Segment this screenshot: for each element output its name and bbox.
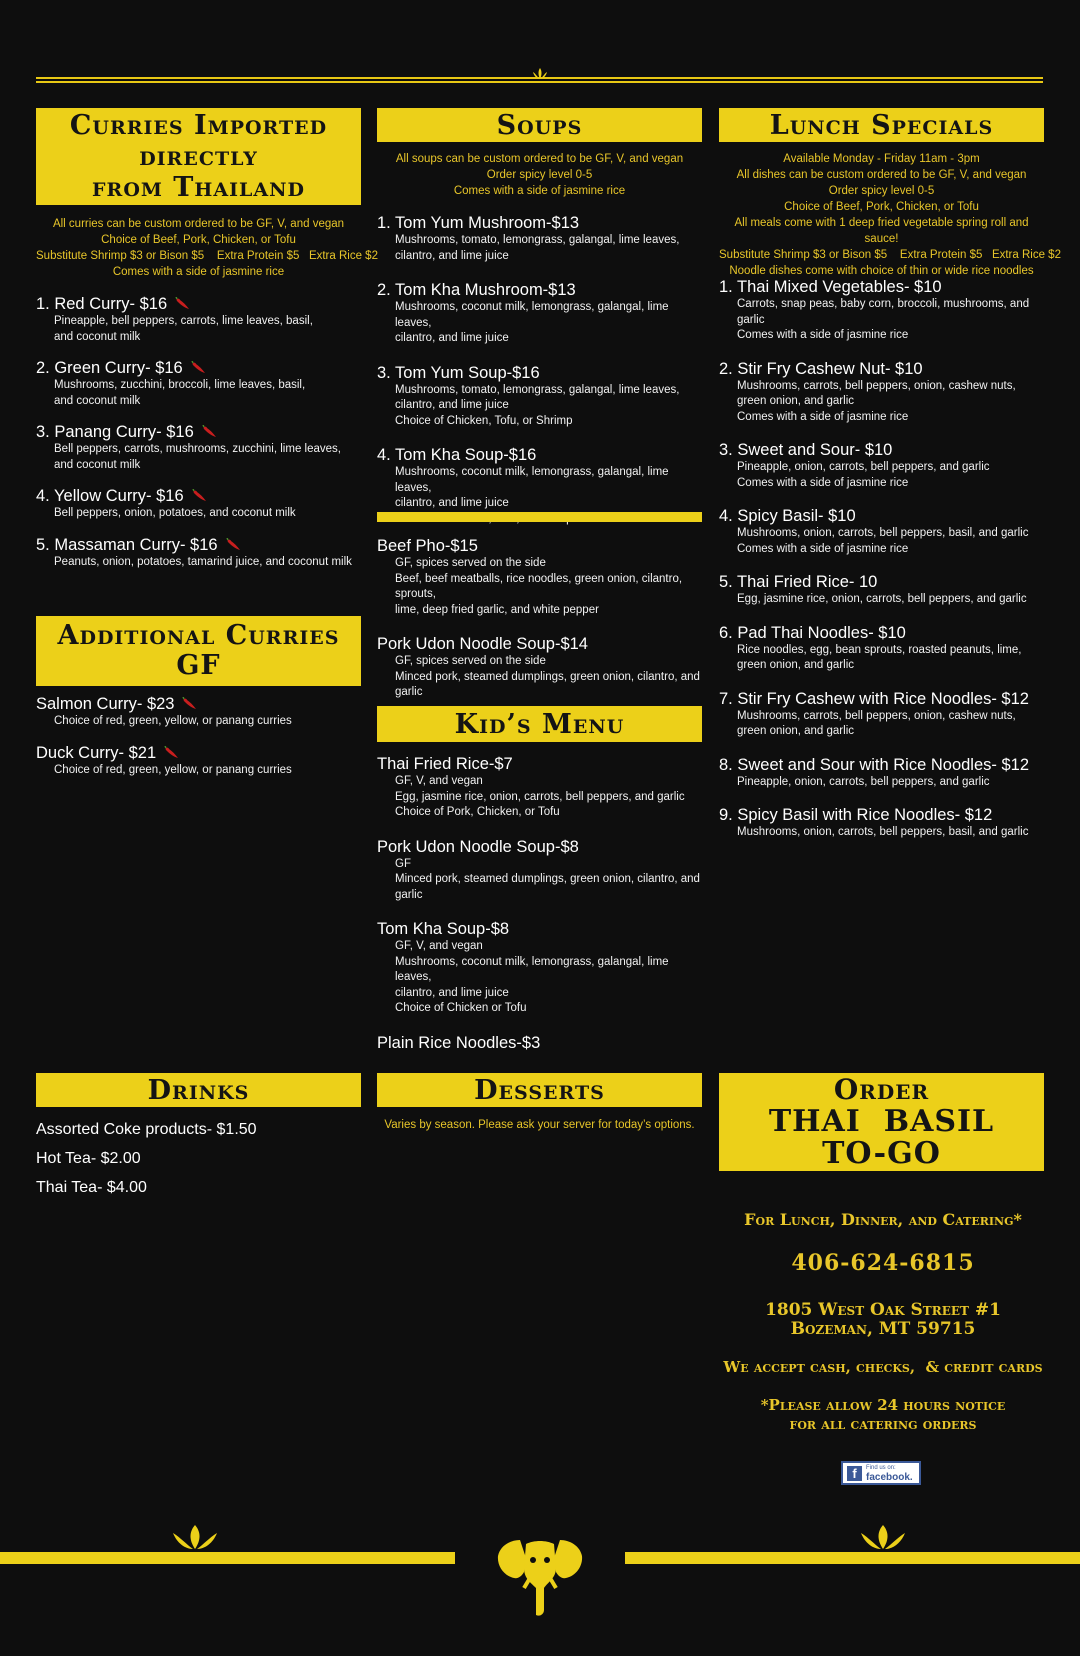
item-title: Beef Pho-$15 xyxy=(377,537,478,555)
drink-item: Thai Tea- $4.00 xyxy=(36,1179,147,1196)
lotus-icon xyxy=(532,67,548,80)
item-description: Pineapple, bell peppers, carrots, lime leaves, basil, and coconut milk xyxy=(54,315,313,343)
menu-item xyxy=(36,422,366,473)
item-description: Mushrooms, onion, carrots, bell peppers, basil, and garlic xyxy=(737,826,1029,838)
additional-heading-line-1: Additional Curries xyxy=(57,620,340,651)
menu-item xyxy=(377,363,707,430)
menu-item xyxy=(377,213,707,264)
item-title: 3. Sweet and Sour- $10 xyxy=(719,441,893,459)
lunch-note: All dishes can be custom ordered to be GF, V, and vegan xyxy=(736,169,1027,181)
additional-heading-line-2: GF xyxy=(176,650,221,681)
lunch-note: All meals come with 1 deep fried vegetable spring roll and sauce! xyxy=(734,217,1029,245)
chili-pepper-icon xyxy=(202,425,218,439)
item-description: Mushrooms, zucchini, broccoli, lime leaves, basil, and coconut milk xyxy=(54,379,306,407)
address-line-1: 1805 West Oak Street #1 xyxy=(765,1300,1001,1320)
chili-pepper-icon xyxy=(182,697,198,711)
section-divider xyxy=(377,512,702,522)
menu-item xyxy=(719,440,1059,491)
item-title: Duck Curry- $21 xyxy=(36,743,157,762)
desserts-note: Varies by season. Please ask your server for today’s options. xyxy=(384,1119,695,1131)
menu-item xyxy=(36,358,366,409)
catering-note-line-2: for all catering orders xyxy=(789,1415,977,1433)
chili-pepper-icon xyxy=(226,538,242,552)
drink-item: Assorted Coke products- $1.50 xyxy=(36,1121,257,1138)
catering-note-line-1: *Please allow 24 hours notice xyxy=(760,1396,1006,1414)
item-description: Mushrooms, tomato, lemongrass, galangal, lime leaves, cilantro, and lime juice Choice of Chicken, Tofu, or Shrimp xyxy=(395,383,680,427)
facebook-big-text: facebook. xyxy=(866,1472,913,1483)
menu-item xyxy=(36,694,366,730)
item-title: 1. Red Curry- $16 xyxy=(36,295,168,313)
lotus-icon xyxy=(860,1524,906,1550)
item-title: 3. Tom Yum Soup-$16 xyxy=(377,363,540,382)
menu-item xyxy=(377,280,707,347)
soups-extra-list xyxy=(377,536,707,714)
lunch-specials-list xyxy=(719,277,1059,854)
lunch-note: Noodle dishes come with choice of thin or wide rice noodles xyxy=(729,265,1034,277)
top-rule-lower xyxy=(36,81,1043,83)
order-heading-line-2: THAI BASIL xyxy=(768,1104,995,1139)
curries-note: All curries can be custom ordered to be GF, V, and vegan xyxy=(52,218,345,230)
lunch-note: Order spicy level 0-5 xyxy=(828,185,935,197)
curries-heading xyxy=(36,108,361,205)
chili-pepper-icon xyxy=(175,297,191,311)
item-description: Peanuts, onion, potatoes, tamarind juice, and coconut milk xyxy=(54,555,352,568)
menu-item xyxy=(719,805,1059,841)
menu-item xyxy=(719,277,1059,344)
menu-item xyxy=(377,634,707,701)
menu-item xyxy=(719,359,1059,426)
catering-note xyxy=(718,1396,1048,1434)
soups-heading: Soups xyxy=(377,108,702,142)
curries-note: Choice of Beef, Pork, Chicken, or Tofu xyxy=(101,234,296,246)
menu-item xyxy=(36,294,366,345)
soups-list xyxy=(377,213,707,540)
curries-heading-line-2: directly xyxy=(139,141,258,172)
additional-curries-heading xyxy=(36,616,361,686)
drinks-heading: Drinks xyxy=(36,1073,361,1107)
item-description: Mushrooms, carrots, bell peppers, onion, cashew nuts, green onion, and garlic Comes with a side of jasmine rice xyxy=(737,379,1016,423)
facebook-small-text: Find us on: xyxy=(866,1465,896,1471)
order-heading-line-3: TO-GO xyxy=(822,1136,941,1171)
menu-item xyxy=(719,506,1059,557)
menu-item xyxy=(719,572,1059,608)
chili-pepper-icon xyxy=(164,746,180,760)
drink-item: Hot Tea- $2.00 xyxy=(36,1150,141,1167)
item-title: 4. Spicy Basil- $10 xyxy=(719,507,856,525)
soups-note: Comes with a side of jasmine rice xyxy=(453,185,626,197)
item-description: Mushrooms, tomato, lemongrass, galangal, lime leaves, cilantro, and lime juice xyxy=(395,234,680,262)
item-title: 7. Stir Fry Cashew with Rice Noodles- $12 xyxy=(719,689,1029,708)
item-description: GF Minced pork, steamed dumplings, green onion, cilantro, and garlic xyxy=(395,857,700,901)
payment-note: We accept cash, checks, & credit cards xyxy=(723,1358,1043,1376)
item-description: Bell peppers, carrots, mushrooms, zucchini, lime leaves, and coconut milk xyxy=(54,443,341,471)
drinks-list xyxy=(36,1115,366,1202)
menu-item xyxy=(377,919,707,1017)
item-description: Carrots, snap peas, baby corn, broccoli, mushrooms, and garlic Comes with a side of jasmine rice xyxy=(737,298,1030,341)
lunch-note: Available Monday - Friday 11am - 3pm xyxy=(783,153,980,165)
curries-note: Substitute Shrimp $3 or Bison $5 Extra Protein $5 Extra Rice $2 xyxy=(36,250,378,262)
menu-item xyxy=(719,755,1059,791)
menu-item xyxy=(36,486,366,522)
phone-number[interactable]: 406-624-6815 xyxy=(791,1250,975,1276)
order-for-line: For Lunch, Dinner, and Catering* xyxy=(744,1210,1022,1229)
address-line-2: Bozeman, MT 59715 xyxy=(790,1319,976,1339)
menu-item xyxy=(36,535,366,571)
menu-item xyxy=(377,837,707,904)
item-description: Mushrooms, coconut milk, lemongrass, galangal, lime leaves, cilantro, and lime juice xyxy=(395,301,669,344)
curries-list xyxy=(36,294,366,583)
bottom-bar-right xyxy=(625,1552,1080,1564)
menu-item xyxy=(719,689,1059,740)
order-to-go-banner xyxy=(719,1073,1044,1171)
item-description: Pineapple, onion, carrots, bell peppers, and garlic Comes with a side of jasmine rice xyxy=(737,461,990,489)
menu-item xyxy=(377,536,707,618)
chili-pepper-icon xyxy=(192,489,208,503)
lunch-specials-heading: Lunch Specials xyxy=(719,108,1044,142)
item-title: 6. Pad Thai Noodles- $10 xyxy=(719,623,906,642)
chili-pepper-icon xyxy=(191,361,207,375)
menu-item xyxy=(377,1033,707,1053)
item-title: Pork Udon Noodle Soup-$8 xyxy=(377,837,579,856)
bottom-bar-left xyxy=(0,1552,455,1564)
item-description: GF, V, and vegan Egg, jasmine rice, onion, carrots, bell peppers, and garlic Choice of Pork, Chicken, or Tofu xyxy=(395,775,685,818)
item-description: Pineapple, onion, carrots, bell peppers, and garlic xyxy=(737,775,990,788)
item-title: Thai Fried Rice-$7 xyxy=(377,755,513,773)
additional-curries-list xyxy=(36,694,366,791)
curries-heading-line-3: from Thailand xyxy=(92,172,305,203)
item-description: GF, spices served on the side Beef, beef meatballs, rice noodles, green onion, cilantro, sprouts, lime, deep fried garlic, and white pepper xyxy=(395,557,683,616)
curries-notes xyxy=(36,216,378,280)
item-description: GF, spices served on the side Minced pork, steamed dumplings, green onion, cilantro, and garlic xyxy=(395,655,700,698)
item-title: 2. Tom Kha Mushroom-$13 xyxy=(377,281,576,299)
lunch-note: Choice of Beef, Pork, Chicken, or Tofu xyxy=(784,201,979,213)
item-title: Tom Kha Soup-$8 xyxy=(377,920,510,938)
lunch-notes xyxy=(719,151,1061,279)
item-title: 9. Spicy Basil with Rice Noodles- $12 xyxy=(719,806,993,824)
item-title: 1. Thai Mixed Vegetables- $10 xyxy=(719,278,942,296)
item-description: GF, V, and vegan Mushrooms, coconut milk, lemongrass, galangal, lime leaves, cilantro, and lime juice Choice of Chicken or Tofu xyxy=(395,940,669,1014)
item-description: Choice of red, green, yellow, or panang curries xyxy=(54,715,292,727)
elephant-logo-icon xyxy=(496,1538,584,1618)
item-title: 5. Thai Fried Rice- 10 xyxy=(719,573,878,591)
item-description: Rice noodles, egg, bean sprouts, roasted peanuts, lime, green onion, and garlic xyxy=(737,643,1022,671)
menu-item xyxy=(36,743,366,779)
soups-note: All soups can be custom ordered to be GF, V, and vegan xyxy=(395,153,684,165)
facebook-icon: f xyxy=(847,1466,862,1481)
kids-menu-heading: Kid’s Menu xyxy=(377,706,702,742)
item-title: 2. Stir Fry Cashew Nut- $10 xyxy=(719,359,923,378)
item-title: 3. Panang Curry- $16 xyxy=(36,423,194,441)
item-description: Mushrooms, coconut milk, lemongrass, galangal, lime leaves, cilantro, and lime juice xyxy=(395,466,669,509)
item-title: 4. Tom Kha Soup-$16 xyxy=(377,446,537,464)
desserts-heading: Desserts xyxy=(377,1073,702,1107)
item-title: 2. Green Curry- $16 xyxy=(36,359,183,377)
curries-heading-line-1: Curries Imported xyxy=(69,110,328,141)
item-description: Egg, jasmine rice, onion, carrots, bell peppers, and garlic xyxy=(737,593,1027,605)
item-description: Choice of red, green, yellow, or panang curries xyxy=(54,763,292,776)
item-title: 5. Massaman Curry- $16 xyxy=(36,535,218,554)
item-description: Mushrooms, onion, carrots, bell peppers, basil, and garlic Comes with a side of jasmine rice xyxy=(737,527,1029,555)
item-title: 4. Yellow Curry- $16 xyxy=(36,487,184,505)
menu-item xyxy=(719,623,1059,674)
item-title: 8. Sweet and Sour with Rice Noodles- $12 xyxy=(719,755,1030,774)
facebook-badge[interactable] xyxy=(841,1461,921,1485)
item-description: Mushrooms, carrots, bell peppers, onion, cashew nuts, green onion, and garlic xyxy=(737,709,1016,737)
item-description: Bell peppers, onion, potatoes, and coconut milk xyxy=(54,507,296,519)
lunch-note: Substitute Shrimp $3 or Bison $5 Extra Protein $5 Extra Rice $2 xyxy=(719,249,1061,261)
lotus-icon xyxy=(172,1524,218,1550)
curries-note: Comes with a side of jasmine rice xyxy=(112,266,285,278)
order-heading-line-1: Order xyxy=(833,1073,930,1106)
address xyxy=(718,1301,1048,1339)
item-title: 1. Tom Yum Mushroom-$13 xyxy=(377,214,580,232)
soups-note: Order spicy level 0-5 xyxy=(486,169,593,181)
soups-notes xyxy=(377,151,702,199)
item-title: Plain Rice Noodles-$3 xyxy=(377,1033,541,1052)
item-title: Pork Udon Noodle Soup-$14 xyxy=(377,635,588,653)
menu-item xyxy=(377,754,707,821)
kids-menu-list xyxy=(377,754,707,1066)
item-title: Salmon Curry- $23 xyxy=(36,695,175,713)
